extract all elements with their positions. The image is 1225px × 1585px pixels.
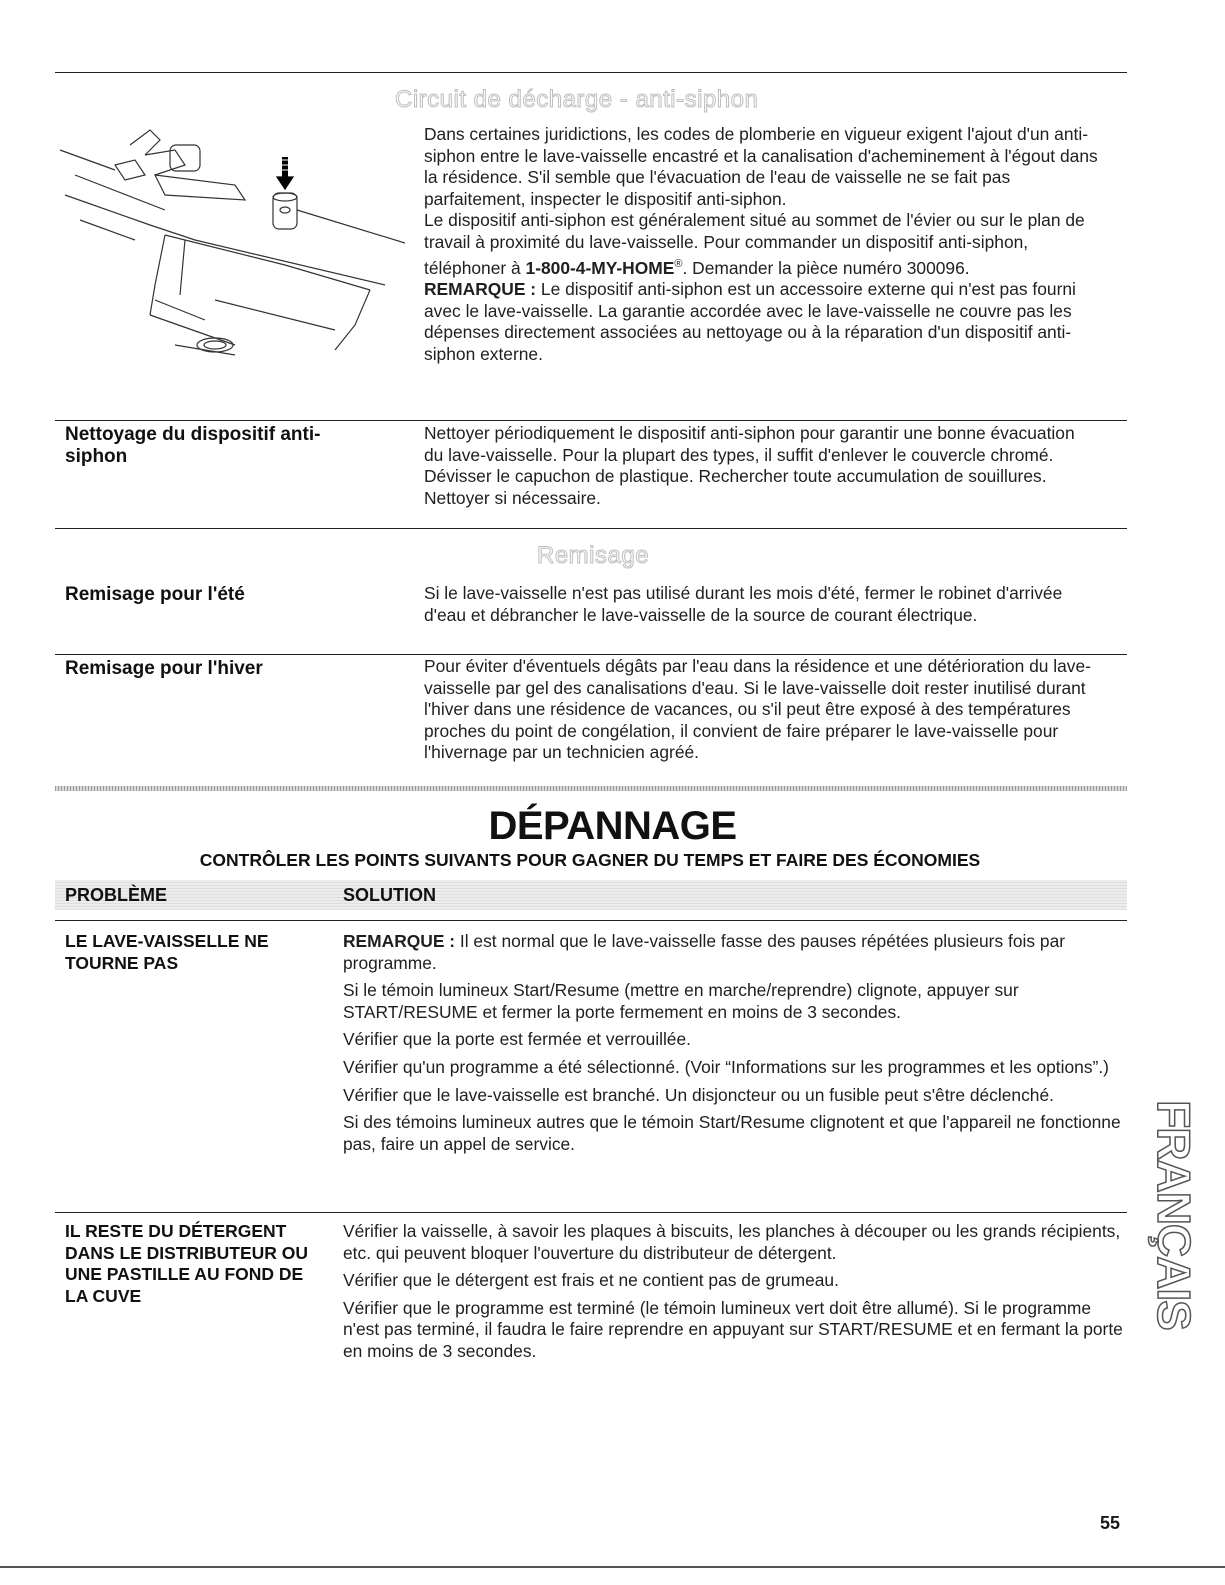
troubleshooting-title: DÉPANNAGE (488, 804, 737, 848)
solution-item: Vérifier que le programme est terminé (le témoin lumineux vert doit être allumé). Si le programme n'est pas terminé, il faudra le faire reprendre en appuyant sur START/RESUME et en fermant la porte en moins de 3 secondes. (343, 1297, 1123, 1361)
table-header (55, 880, 1127, 910)
storage-top-rule (55, 528, 1127, 529)
column-solution: SOLUTION (343, 885, 436, 905)
note-text: Le dispositif anti-siphon est un accessoire externe qui n'est pas fourni avec le lave-vaisselle. La garantie accordée avec le lave-vaisselle ne couvre pas les dépenses directement associées au nettoyage ou à la réparation d'un dispositif anti-siphon externe. (424, 278, 1076, 364)
solution-not-running (343, 931, 1123, 1161)
order-text: Le dispositif anti-siphon est généralement situé au sommet de l'évier ou sur le plan de travail à proximité du lave-vaisselle. Pour commander un dispositif anti-siphon, téléphoner à (424, 210, 1085, 278)
storage-title: Remisage (537, 542, 650, 569)
solution-item: Vérifier que la porte est fermée et verrouillée. (343, 1029, 691, 1050)
antisiphon-paragraph-2 (424, 210, 1104, 279)
cleaning-label: Nettoyage du dispositif anti-siphon (65, 424, 321, 467)
antisiphon-paragraph-1: Dans certaines juridictions, les codes de plomberie en vigueur exigent l'ajout d'un anti-siphon entre le lave-vaisselle encastré et la canalisation d'acheminement à l'égout dans la résidence. S'il semble que l'évacuation de l'eau de vaisselle ne se fait pas parfaitement, inspecter le dispositif anti-siphon. (424, 124, 1098, 209)
phone-number: 1-800-4-MY-HOME (525, 257, 675, 278)
bottom-rule (0, 1566, 1225, 1568)
solution-note-label: REMARQUE : (343, 931, 456, 951)
solution-item: Si des témoins lumineux autres que le témoin Start/Resume clignotent et que l'appareil ne fonctionne pas, faire un appel de service. (343, 1112, 1121, 1154)
language-tab-text: FRANÇAIS (1148, 1100, 1200, 1330)
solution-detergent-remains (343, 1221, 1123, 1369)
solution-item: Vérifier qu'un programme a été sélectionné. (Voir “Informations sur les programmes et les options”.) (343, 1056, 1109, 1077)
summer-storage-label: Remisage pour l'été (65, 584, 245, 605)
solution-item: Vérifier la vaisselle, à savoir les plaques à biscuits, les planches à découper ou les grands récipients, etc. qui peuvent bloquer l'ouverture du distributeur de détergent. (343, 1221, 1121, 1263)
antisiphon-note (424, 279, 1104, 365)
winter-storage-label: Remisage pour l'hiver (65, 658, 263, 679)
problem-detergent-remains: IL RESTE DU DÉTERGENT DANS LE DISTRIBUTEUR OU UNE PASTILLE AU FOND DE LA CUVE (65, 1221, 309, 1306)
cleaning-text: Nettoyer périodiquement le dispositif anti-siphon pour garantir une bonne évacuation du lave-vaisselle. Pour la plupart des types, il suffit d'enlever le couvercle chromé. Dévisser le capuchon de plastique. Rechercher toute accumulation de souillures. Nettoyer si nécessaire. (424, 423, 1075, 508)
top-rule (55, 72, 1127, 73)
registered-mark: ® (674, 257, 683, 270)
solution-note-text: Il est normal que le lave-vaisselle fasse des pauses répétées plusieurs fois par programme. (343, 931, 1066, 973)
header-rule (55, 920, 1127, 921)
solution-item: Vérifier que le détergent est frais et ne contient pas de grumeau. (343, 1270, 839, 1291)
solution-item: Vérifier que le lave-vaisselle est branché. Un disjoncteur ou un fusible peut s'être déclenché. (343, 1084, 1054, 1105)
troubleshooting-subtitle: CONTRÔLER LES POINTS SUIVANTS POUR GAGNER DU TEMPS ET FAIRE DES ÉCONOMIES (199, 850, 981, 870)
row-rule (55, 1212, 1127, 1213)
antisiphon-body (424, 124, 1104, 365)
page-number: 55 (1100, 1513, 1121, 1533)
solution-note (343, 931, 1123, 974)
problem-not-running: LE LAVE-VAISSELLE NE TOURNE PAS (65, 931, 269, 973)
section-divider (55, 786, 1127, 791)
winter-rule (55, 654, 1127, 655)
sink-antisiphon-illustration (55, 115, 405, 375)
summer-storage-text: Si le lave-vaisselle n'est pas utilisé durant les mois d'été, fermer le robinet d'arrivée d'eau et débrancher le lave-vaisselle de la source de courant électrique. (424, 583, 1063, 625)
solution-item: Si le témoin lumineux Start/Resume (mettre en marche/reprendre) clignote, appuyer sur START/RESUME et fermer la porte fermement en moins de 3 secondes. (343, 980, 1019, 1022)
winter-storage-text: Pour éviter d'éventuels dégâts par l'eau dans la résidence et une détérioration du lave-vaisselle par gel des canalisations d'eau. Si le lave-vaisselle doit rester inutilisé durant l'hiver dans une résidence de vacances, ou s'il peut être exposé à des températures proches du point de congélation, il convient de faire préparer le lave-vaisselle pour l'hivernage par un technicien agréé. (424, 656, 1091, 763)
column-problem: PROBLÈME (65, 885, 168, 905)
antisiphon-title: Circuit de décharge - anti-siphon (395, 86, 759, 113)
note-label: REMARQUE : (424, 278, 537, 299)
part-number-text: . Demander la pièce numéro 300096. (682, 257, 970, 278)
language-side-tab (1150, 1085, 1198, 1345)
cleaning-rule (55, 420, 1127, 421)
